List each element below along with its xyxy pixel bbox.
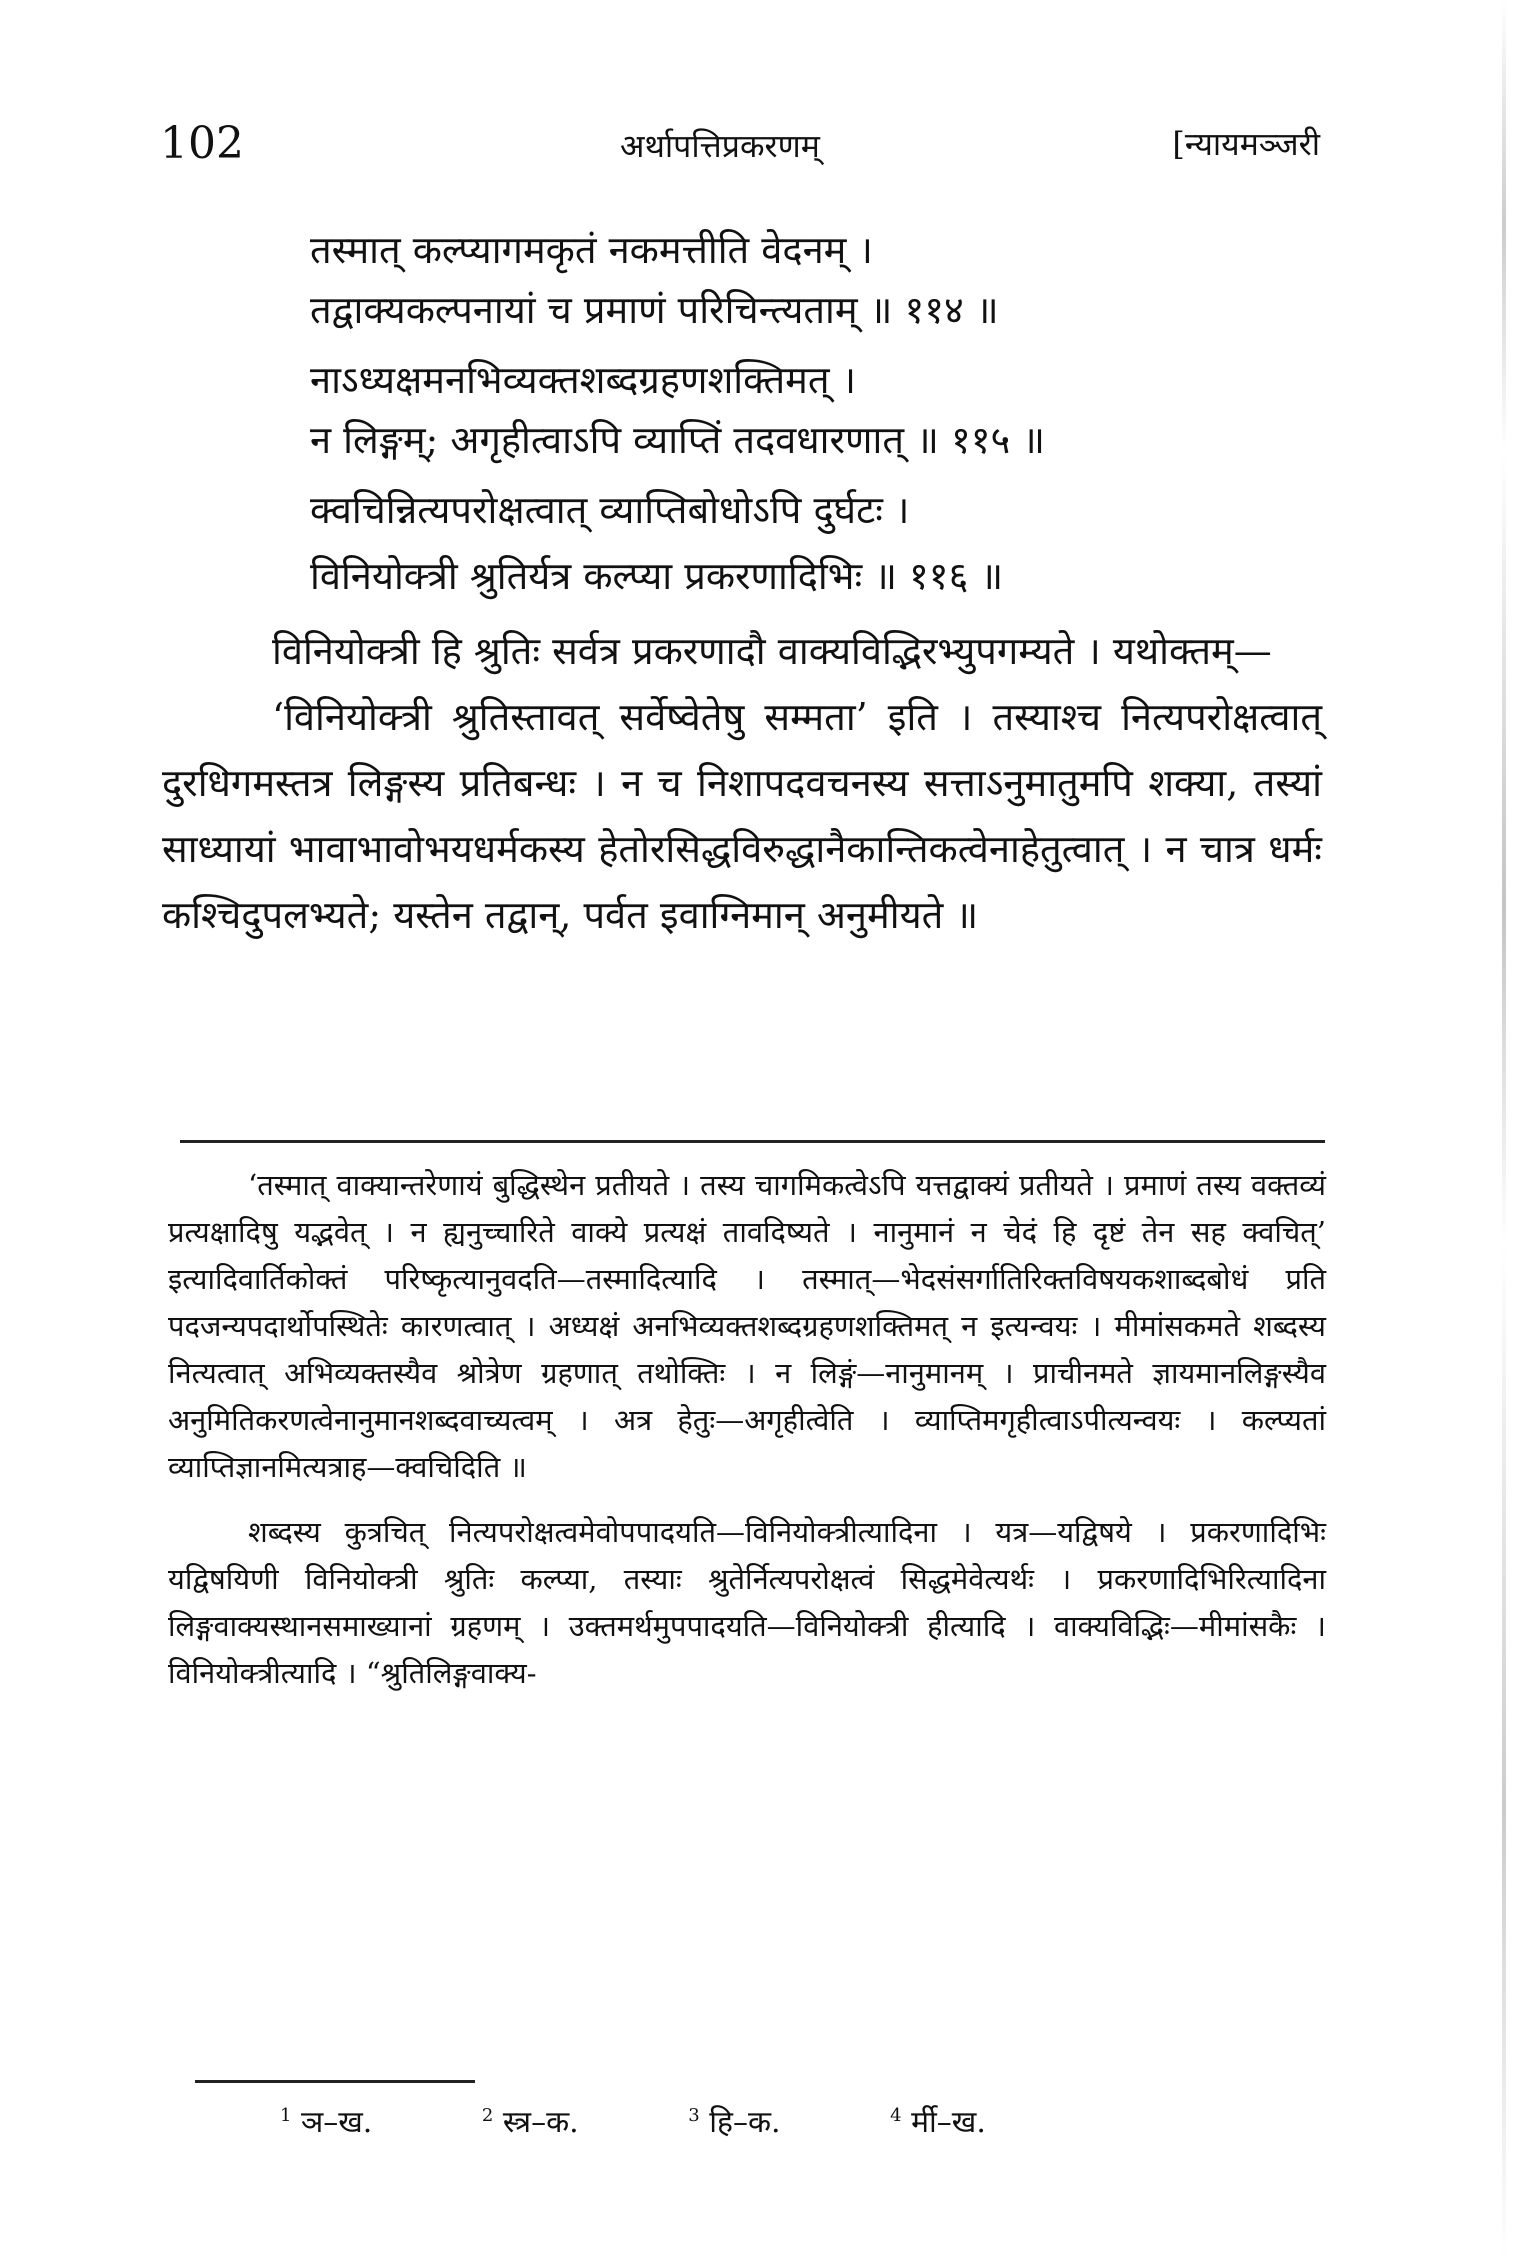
page-number: 102 <box>160 118 244 169</box>
verse-line: तस्मात् कल्प्यागमकृतं नकमत्तीति वेदनम् । <box>310 228 873 272</box>
section-title: [न्यायमञ्जरी <box>1172 125 1320 163</box>
commentary-paragraph: शब्दस्य कुत्रचित् नित्यपरोक्षत्वमेवोपपादयति—विनियोक्त्रीत्यादिना । यत्र—यद्विषये । प्रकरणादिभिः यद्विषयिणी विनियोक्त्री श्रुतिः कल्प्या, तस्याः श्रुतेर्नित्यपरोक्षत्वं सिद्धमेवेत्यर्थः । प्रकरणादिभिरित्यादिना लिङ्गवाक्यस्थानसमाख्यानां ग्रहणम् । उक्तमर्थमुपपादयति—विनियोक्त्री हीत्यादि । वाक्यविद्भिः—मीमांसकैः । विनियोक्त्रीत्यादि । “श्रुतिलिङ्गवाक्य- <box>168 1515 1326 1690</box>
verse-line: तद्वाक्यकल्पनायां च प्रमाणं परिचिन्त्यताम् ॥ ११४ ॥ <box>310 288 999 332</box>
main-text <box>162 618 1322 948</box>
paragraph: विनियोक्त्री हि श्रुतिः सर्वत्र प्रकरणादौ वाक्यविद्भिरभ्युपगम्यते । यथोक्तम्— <box>272 629 1272 673</box>
verse-line: नाऽध्यक्षमनभिव्यक्तशब्दग्रहणशक्तिमत् । <box>310 358 857 402</box>
variant-reading: $^2$ स्त्र–क. <box>481 2105 579 2140</box>
commentary <box>168 1162 1326 1697</box>
page-header <box>160 118 1320 178</box>
variant-readings <box>280 2100 1086 2141</box>
footnote-divider <box>180 1140 1325 1143</box>
variants-divider <box>195 2080 475 2083</box>
commentary-paragraph: ‘तस्मात् वाक्यान्तरेणायं बुद्धिस्थेन प्रतीयते । तस्य चागमिकत्वेऽपि यत्तद्वाक्यं प्रतीयते । प्रमाणं तस्य वक्तव्यं प्रत्यक्षादिषु यद्भवेत् । न ह्यनुच्चारिते वाक्ये प्रत्यक्षं तावदिष्यते । नानुमानं न चेदं हि दृष्टं तेन सह क्वचित्’ इत्यादिवार्तिकोक्तं परिष्कृत्यानुवदति—तस्मादित्यादि । तस्मात्—भेदसंसर्गातिरिक्तविषयकशाब्दबोधं प्रति पदजन्यपदार्थोपस्थितेः कारणत्वात् । अध्यक्षं अनभिव्यक्तशब्दग्रहणशक्तिमत् न इत्यन्वयः । मीमांसकमते शब्दस्य नित्यत्वात् अभिव्यक्तस्यैव श्रोत्रेण ग्रहणात् तथोक्तिः । न लिङ्गं—नानुमानम् । प्राचीनमते ज्ञायमानलिङ्गस्यैव अनुमितिकरणत्वेनानुमानशब्दवाच्यत्वम् । अत्र हेतुः—अगृहीत्वेति । व्याप्तिमगृहीत्वाऽपीत्यन्वयः । कल्प्यतां व्याप्तिज्ञानमित्यत्राह—क्वचिदिति ॥ <box>168 1168 1326 1484</box>
paragraph: ‘विनियोक्त्री श्रुतिस्तावत् सर्वेष्वेतेषु सम्मता’ इति । तस्याश्च नित्यपरोक्षत्वात् दुरधिगमस्तत्र लिङ्गस्य प्रतिबन्धः । न च निशापदवचनस्य सत्ताऽनुमातुमपि शक्या, तस्यां साध्यायां भावाभावोभयधर्मकस्य हेतोरसिद्धविरुद्धानैकान्तिकत्वेनाहेतुत्वात् । न चात्र धर्मः कश्चिदुपलभ्यते; यस्तेन तद्वान्, पर्वत इवाग्निमान् अनुमीयते ॥ <box>162 695 1322 937</box>
verse-line: क्वचिन्नित्यपरोक्षत्वात् व्याप्तिबोधोऽपि दुर्घटः । <box>310 488 910 532</box>
verse-line: न लिङ्गम्; अगृहीत्वाऽपि व्याप्तिं तदवधारणात् ॥ ११५ ॥ <box>310 418 1046 462</box>
verse-line: विनियोक्त्री श्रुतिर्यत्र कल्प्या प्रकरणादिभिः ॥ ११६ ॥ <box>310 554 1004 598</box>
running-title: अर्थापत्तिप्रकरणम् <box>620 127 820 165</box>
variant-reading: $^1$ ञ–ख. <box>280 2105 373 2140</box>
variant-reading: $^4$ र्मी–ख. <box>890 2105 986 2140</box>
scan-edge <box>1502 0 1506 2261</box>
variant-reading: $^3$ हि–क. <box>688 2105 781 2140</box>
